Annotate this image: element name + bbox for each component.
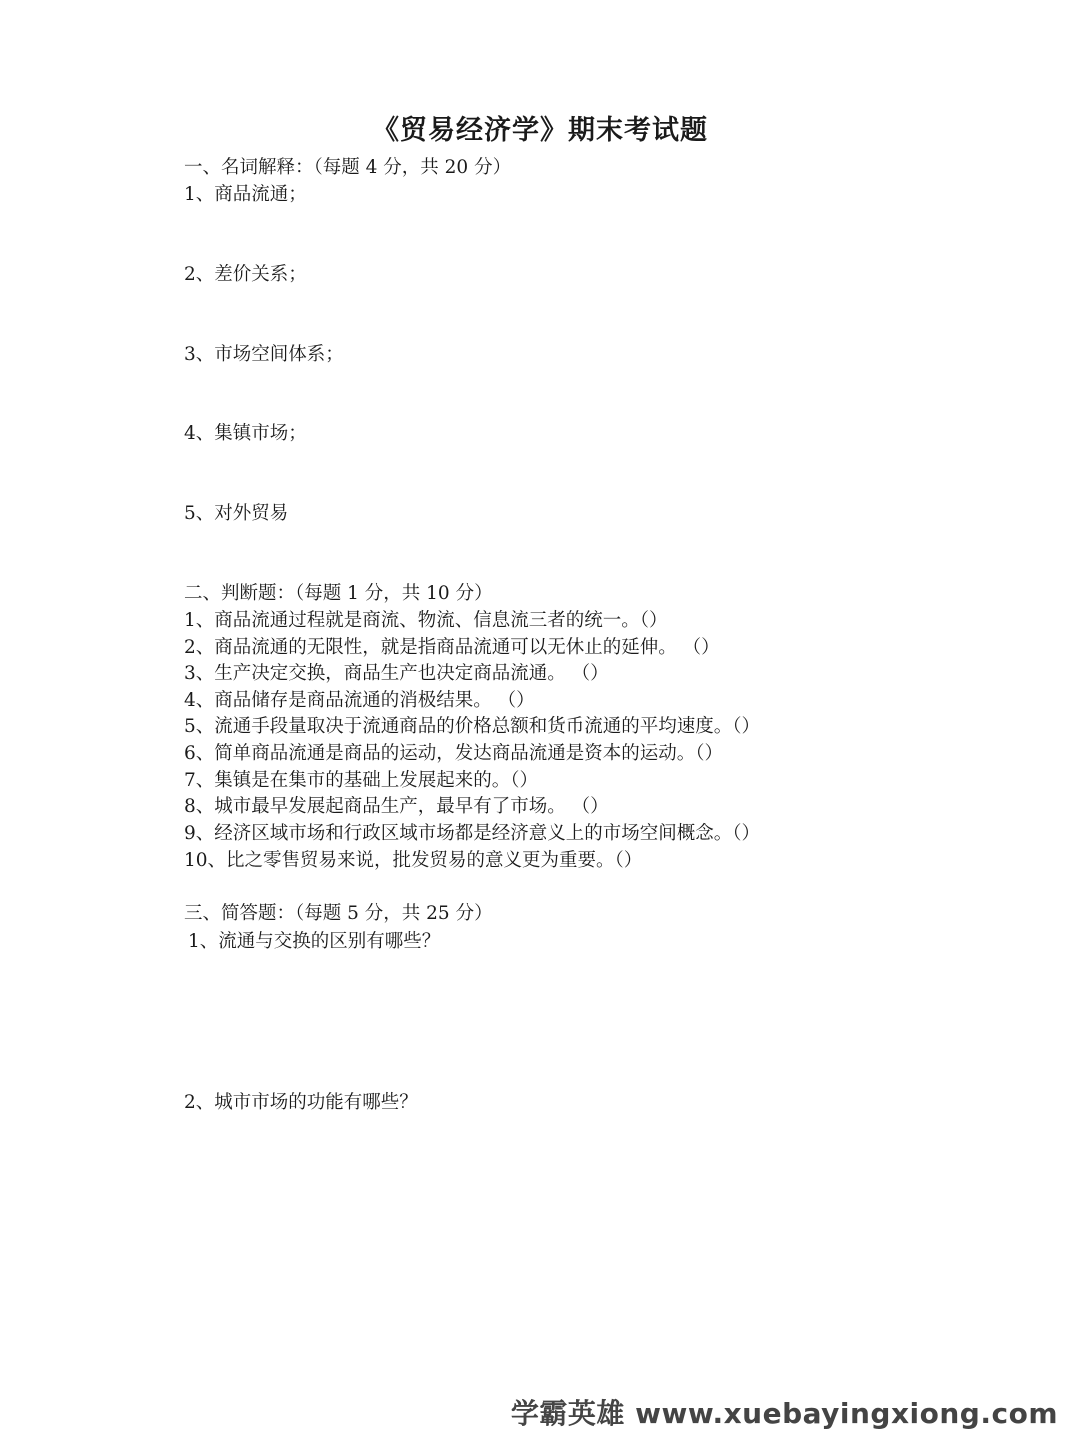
section3-item-1: 1、流通与交换的区别有哪些？ [188,931,441,952]
section2-item-8: 8、城市最早发展起商品生产，最早有了市场。 （） [184,796,609,817]
section2-item-1: 1、商品流通过程就是商流、物流、信息流三者的统一。（） [184,610,668,631]
section2-heading: 二、判断题：（每题 1 分，共 10 分） [184,583,493,604]
section2-item-2: 2、商品流通的无限性，就是指商品流通可以无休止的延伸。 （） [184,637,720,658]
section2-item-10: 10、比之零售贸易来说，批发贸易的意义更为重要。（） [184,850,643,871]
section1-item-1: 1、商品流通； [184,184,307,205]
section1-item-3: 3、市场空间体系； [184,344,344,365]
section1-item-4: 4、集镇市场； [184,423,307,444]
section2-item-9: 9、经济区域市场和行政区域市场都是经济意义上的市场空间概念。（） [184,823,761,844]
section2-item-7: 7、集镇是在集市的基础上发展起来的。（） [184,770,539,791]
section3-heading: 三、简答题：（每题 5 分，共 25 分） [184,903,493,924]
section2-item-3: 3、生产决定交换，商品生产也决定商品流通。 （） [184,663,609,684]
watermark: 学霸英雄 www.xuebayingxiong.com [510,1397,1058,1430]
section2-item-5: 5、流通手段量取决于流通商品的价格总额和货币流通的平均速度。（） [184,716,761,737]
section1-heading: 一、名词解释：（每题 4 分，共 20 分） [184,157,512,178]
section2-item-4: 4、商品储存是商品流通的消极结果。 （） [184,690,535,711]
section1-item-5: 5、对外贸易 [184,503,289,524]
section1-item-2: 2、差价关系； [184,264,307,285]
section3-item-2: 2、城市市场的功能有哪些？ [184,1092,418,1113]
section2-item-6: 6、简单商品流通是商品的运动，发达商品流通是资本的运动。（） [184,743,724,764]
page-title: 《贸易经济学》期末考试题 [372,115,708,146]
